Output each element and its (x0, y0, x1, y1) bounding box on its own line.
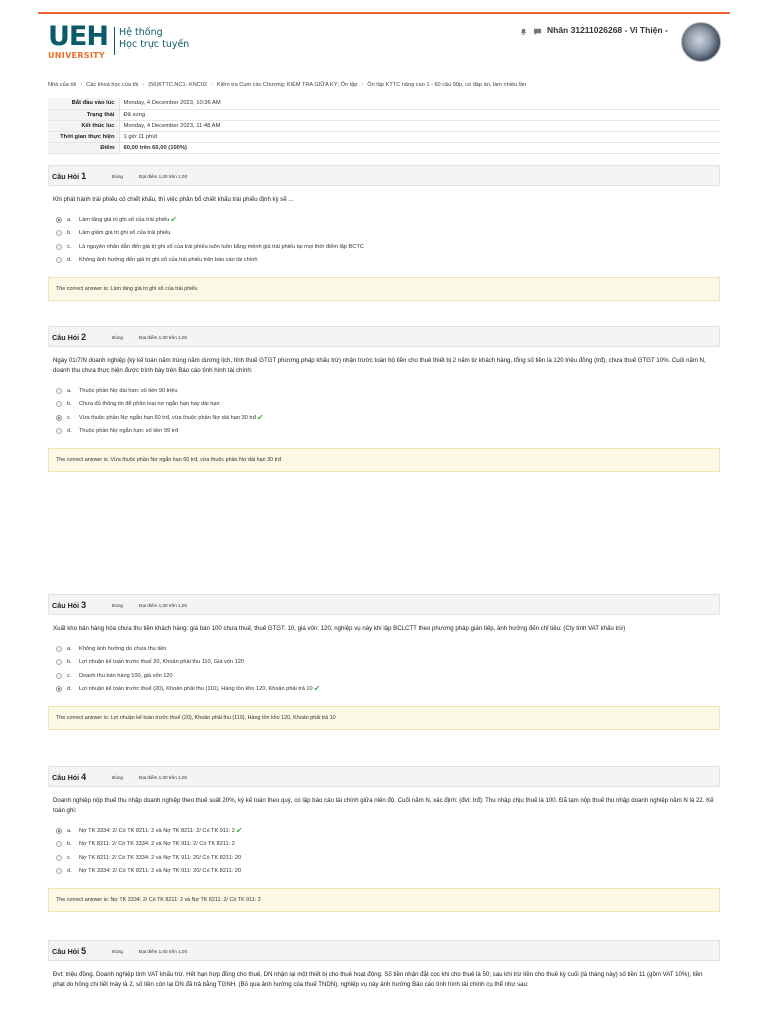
correct-answer-feedback: The correct answer is: Vừa thuộc phần Nợ ngắn hạn 60 trđ, vừa thuộc phần Nợ dài hạn 30 trđ (48, 448, 720, 472)
summary-label: Điểm (48, 143, 119, 154)
answer-letter: b. (67, 230, 72, 237)
site-header (0, 14, 768, 74)
answer-radio[interactable] (56, 428, 62, 434)
logo-main-text: UEH (48, 21, 108, 52)
user-avatar[interactable] (681, 22, 721, 62)
answer-letter: c. (67, 243, 72, 250)
summary-value: Monday, 4 December 2023, 10:36 AM (123, 100, 221, 107)
answer-option[interactable] (56, 851, 720, 865)
answer-letter: a. (67, 645, 72, 652)
answer-letter: c. (67, 672, 72, 679)
correct-check-icon: ✔ (256, 412, 264, 422)
answer-option[interactable] (56, 411, 720, 425)
answer-option[interactable] (56, 240, 720, 254)
answer-radio[interactable] (56, 388, 62, 394)
summary-label: Kết thúc lúc (48, 120, 119, 131)
answer-radio[interactable] (56, 855, 62, 861)
answer-text: Vừa thuộc phần Nợ ngắn hạn 60 trđ, vừa thuộc phần Nợ dài hạn 30 trđ (79, 414, 256, 421)
answer-text: Nợ TK 3334: 2/ Có TK 8211: 2 và Nợ TK 8211: 2/ Có TK 911: 2 (79, 827, 235, 834)
summary-label: Trạng thái (48, 109, 119, 120)
question-state: Đúng (112, 334, 123, 340)
summary-grade-value: 60,00 trên 60,00 (100%) (123, 145, 187, 152)
summary-label: Bắt đầu vào lúc (48, 98, 119, 109)
answer-radio[interactable] (56, 217, 62, 223)
correct-answer-feedback: The correct answer is: Nợ TK 3334: 2/ Có TK 8211: 2 và Nợ TK 8211: 2/ Có TK 911: 2 (48, 888, 720, 912)
chevron-right-icon: › (211, 82, 213, 88)
answer-text: Không ảnh hưởng do chưa thu tiền (79, 645, 167, 652)
messages-icon[interactable] (533, 27, 542, 36)
correct-answer-feedback: The correct answer is: Lợi nhuận kế toán trước thuế (20), Khoản phải thu (110), Hàng tồn kho 120, Khoản phải trả 10 (48, 706, 720, 730)
question-title (52, 600, 86, 610)
answer-option[interactable] (56, 824, 720, 838)
answer-letter: d. (67, 428, 72, 435)
answer-letter: d. (67, 686, 72, 693)
summary-value: Đã xong (123, 111, 146, 118)
answer-radio[interactable] (56, 257, 62, 263)
answer-letter: c. (67, 414, 72, 421)
question-label: Câu Hỏi (52, 172, 80, 181)
answer-option[interactable] (56, 384, 720, 398)
answer-radio[interactable] (56, 686, 62, 692)
answer-text: Nợ TK 8211: 2/ Có TK 3334: 2 và Nợ TK 911: 2/ Có TK 8211: 2 (79, 841, 235, 848)
question-number: 1 (81, 171, 87, 181)
question-mark: Đạt điểm 1,00 trên 1,00 (139, 334, 188, 340)
attempt-summary-table (48, 98, 720, 154)
answer-letter: a. (67, 216, 72, 223)
question-text: Khi phát hành trái phiếu có chiết khấu, thì việc phân bổ chiết khấu trái phiếu định kỳ sẽ ... (53, 196, 294, 203)
correct-answer-feedback: The correct answer is: Làm tăng giá trị ghi sổ của trái phiếu (48, 277, 720, 301)
question-title (52, 772, 86, 782)
question-block (48, 940, 720, 990)
answer-radio[interactable] (56, 415, 62, 421)
answer-radio[interactable] (56, 659, 62, 665)
correct-check-icon: ✔ (313, 684, 321, 694)
answer-option[interactable] (56, 865, 720, 879)
correct-check-icon: ✔ (235, 825, 243, 835)
notification-bell-icon[interactable] (519, 27, 528, 36)
question-mark: Đạt điểm 1,00 trên 1,00 (139, 948, 188, 954)
answer-options (56, 824, 720, 878)
question-header (48, 594, 720, 615)
ueh-logo[interactable] (48, 22, 198, 64)
summary-row (48, 132, 720, 143)
breadcrumb-item-quiz[interactable]: Ôn tập KTTC nâng cao 1 - 60 câu 90p, có đáp án, làm nhiều lần (367, 82, 527, 88)
question-label: Câu Hỏi (52, 947, 80, 956)
question-mark: Đạt điểm 1,00 trên 1,00 (139, 602, 188, 608)
summary-value: 1 giờ 11 phút (123, 134, 158, 141)
logo-system-line2: Học trực tuyến (119, 39, 190, 50)
answer-text: Không ảnh hưởng đến giá trị ghi sổ của trái phiếu trên báo cáo tài chính (79, 257, 258, 264)
question-text: Xuất kho bán hàng hóa chưa thu tiền khách hàng: giá bán 100 chưa thuế, thuế GTGT: 10, giá vốn: 120, nghiệp vụ này khi lập BCLCTT theo phương pháp gián tiếp, ảnh hưởng đến chỉ tiêu: (Cty tính VAT khấu trừ) (53, 625, 626, 632)
question-label: Câu Hỏi (52, 773, 80, 782)
answer-text: Chưa đủ thông tin để phân loại nợ ngắn hạn hay dài hạn (79, 401, 220, 408)
question-header (48, 766, 720, 787)
answer-option[interactable] (56, 398, 720, 412)
answer-radio[interactable] (56, 646, 62, 652)
answer-letter: b. (67, 401, 72, 408)
answer-option[interactable] (56, 683, 720, 697)
answer-radio[interactable] (56, 673, 62, 679)
question-state: Đúng (112, 173, 123, 179)
answer-text: Làm giảm giá trị ghi sổ của trái phiếu (79, 230, 171, 237)
answer-text: Nợ TK 3334: 2/ Có TK 8211: 2 và Nợ TK 911: 20/ Có TK 8211: 20 (79, 868, 242, 875)
question-block (48, 766, 720, 912)
correct-check-icon: ✔ (170, 214, 177, 224)
question-label: Câu Hỏi (52, 333, 80, 342)
chevron-right-icon: › (80, 82, 83, 88)
answer-option[interactable] (56, 227, 720, 241)
question-label: Câu Hỏi (52, 601, 80, 610)
answer-options (56, 384, 720, 438)
summary-label: Thời gian thực hiện (48, 132, 119, 143)
question-state: Đúng (112, 774, 123, 780)
answer-letter: b. (67, 841, 72, 848)
answer-radio[interactable] (56, 230, 62, 236)
summary-row (48, 109, 720, 120)
breadcrumb-item-section[interactable]: Kiểm tra Cụm các Chương; KIỂM TRA GIỮA KỲ; Ôn tập (216, 82, 358, 88)
breadcrumb-item-my-courses[interactable]: Các khoá học của tôi (86, 82, 139, 88)
answer-radio[interactable] (56, 401, 62, 407)
logo-sub-text: UNIVERSITY (48, 51, 105, 60)
logo-separator (114, 27, 115, 55)
breadcrumb (48, 82, 526, 88)
user-menu-name[interactable]: Nhân 31211026268 - Vi Thiện - (547, 25, 668, 35)
summary-row (48, 120, 720, 131)
question-number: 5 (81, 946, 87, 956)
answer-option[interactable] (56, 838, 720, 852)
question-number: 4 (81, 772, 87, 782)
question-text: Ngày 01/7/N doanh nghiệp (kỳ kế toán năm trùng năm dương lịch, tính thuế GTGT phương pháp khấu trừ) nhận trước toàn bộ tiền cho thuê thiết bị 2 năm từ khách hàng, tổng số tiền là 120 triệu đồng (trđ), chưa thuế GTGT 10%. Cuối năm N, doanh thu chưa thực hiện được trình bày trên Báo cáo tình hình tài chính: (53, 357, 706, 374)
question-number: 3 (81, 600, 87, 610)
summary-value: Monday, 4 December 2023, 11:48 AM (123, 122, 221, 129)
answer-radio[interactable] (56, 841, 62, 847)
question-block (48, 326, 720, 472)
summary-row (48, 143, 720, 154)
answer-letter: a. (67, 387, 72, 394)
answer-text: Nợ TK 8211: 2/ Có TK 3334: 2 và Nợ TK 911: 20/ Có TK 8211: 20 (79, 854, 242, 861)
answer-options (56, 213, 720, 267)
question-number: 2 (81, 332, 87, 342)
question-block (48, 165, 720, 301)
answer-text: Thuộc phần Nợ ngắn hạn: số tiền 99 trđ (79, 428, 179, 435)
question-text: Doanh nghiệp nộp thuế thu nhập doanh nghiệp theo thuế suất 20%, kỳ kế toán theo quý, có lập báo cáo tài chính giữa niên độ. Cuối năm N, xác định: (đvt: trđ): Thu nhập chịu thuế là 100. Đã tạm nộp thuế thu nhập doanh nghiệp năm N là 22. Kế toán ghi: (53, 797, 714, 814)
question-title (52, 332, 86, 342)
breadcrumb-item-course[interactable]: (56)KTTC.NC1- KNC02 (148, 82, 208, 88)
question-mark: Đạt điểm 1,00 trên 1,00 (139, 774, 188, 780)
question-title (52, 946, 86, 956)
answer-options (56, 642, 720, 696)
question-header (48, 940, 720, 961)
answer-radio[interactable] (56, 868, 62, 874)
question-header (48, 326, 720, 347)
header-icons (519, 27, 542, 36)
answer-option[interactable] (56, 213, 720, 227)
answer-text: Là nguyên nhân dẫn đến giá trị ghi sổ của trái phiếu luôn luôn bằng mệnh giá trái phiếu tại mọi thời điểm lập BCTC (79, 243, 364, 250)
answer-text: Doanh thu bán hàng 100, giá vốn 120 (79, 672, 173, 679)
answer-text: Làm tăng giá trị ghi sổ của trái phiếu (79, 216, 170, 223)
chevron-right-icon: › (142, 82, 145, 88)
summary-row (48, 98, 720, 109)
breadcrumb-item-home[interactable]: Nhà của tôi (48, 82, 77, 88)
answer-letter: d. (67, 868, 72, 875)
answer-letter: c. (67, 854, 72, 861)
answer-radio[interactable] (56, 244, 62, 250)
answer-option[interactable] (56, 642, 720, 656)
question-header (48, 165, 720, 186)
question-mark: Đạt điểm 1,00 trên 1,00 (139, 173, 188, 179)
answer-option[interactable] (56, 425, 720, 439)
question-block (48, 594, 720, 730)
answer-option[interactable] (56, 254, 720, 268)
question-title (52, 171, 86, 181)
logo-system-text (119, 27, 189, 51)
answer-option[interactable] (56, 669, 720, 683)
question-state: Đúng (112, 602, 123, 608)
logo-system-line1: Hệ thống (119, 27, 163, 38)
answer-text: Thuộc phần Nợ dài hạn: số tiền 90 triệu (79, 387, 178, 394)
answer-text: Lợi nhuận kế toán trước thuế (20), Khoản phải thu (110), Hàng tồn kho 120, Khoản phải trả 10 (79, 686, 313, 693)
answer-text: Lợi nhuận kế toán trước thuế 20, Khoản phải thu 110, Giá vốn 120 (79, 659, 244, 666)
question-text: Đvt: triệu đồng. Doanh nghiệp tính VAT khấu trừ. Hết hạn hợp đồng cho thuê, DN nhận lại một thiết bị cho thuê hoạt động. Số tiền nhận đặt cọc khi cho thuê là 50; sau khi trừ tiền cho thuê kỳ cuối (là tháng này) số tiền 11 (gồm VAT 10%), tiền phạt do hỏng chi tiết máy là 2, số tiền còn lại DN đã trả bằng TGNH. (Bỏ qua ảnh hưởng của thuế TNDN), nghiệp vụ này ảnh hưởng Báo cáo tình hình tài chính cụ thể như sau: (53, 971, 703, 988)
question-state: Đúng (112, 948, 123, 954)
chevron-right-icon: › (361, 82, 364, 88)
answer-letter: a. (67, 827, 72, 834)
answer-option[interactable] (56, 656, 720, 670)
answer-letter: d. (67, 257, 72, 264)
answer-letter: b. (67, 659, 72, 666)
answer-radio[interactable] (56, 828, 62, 834)
